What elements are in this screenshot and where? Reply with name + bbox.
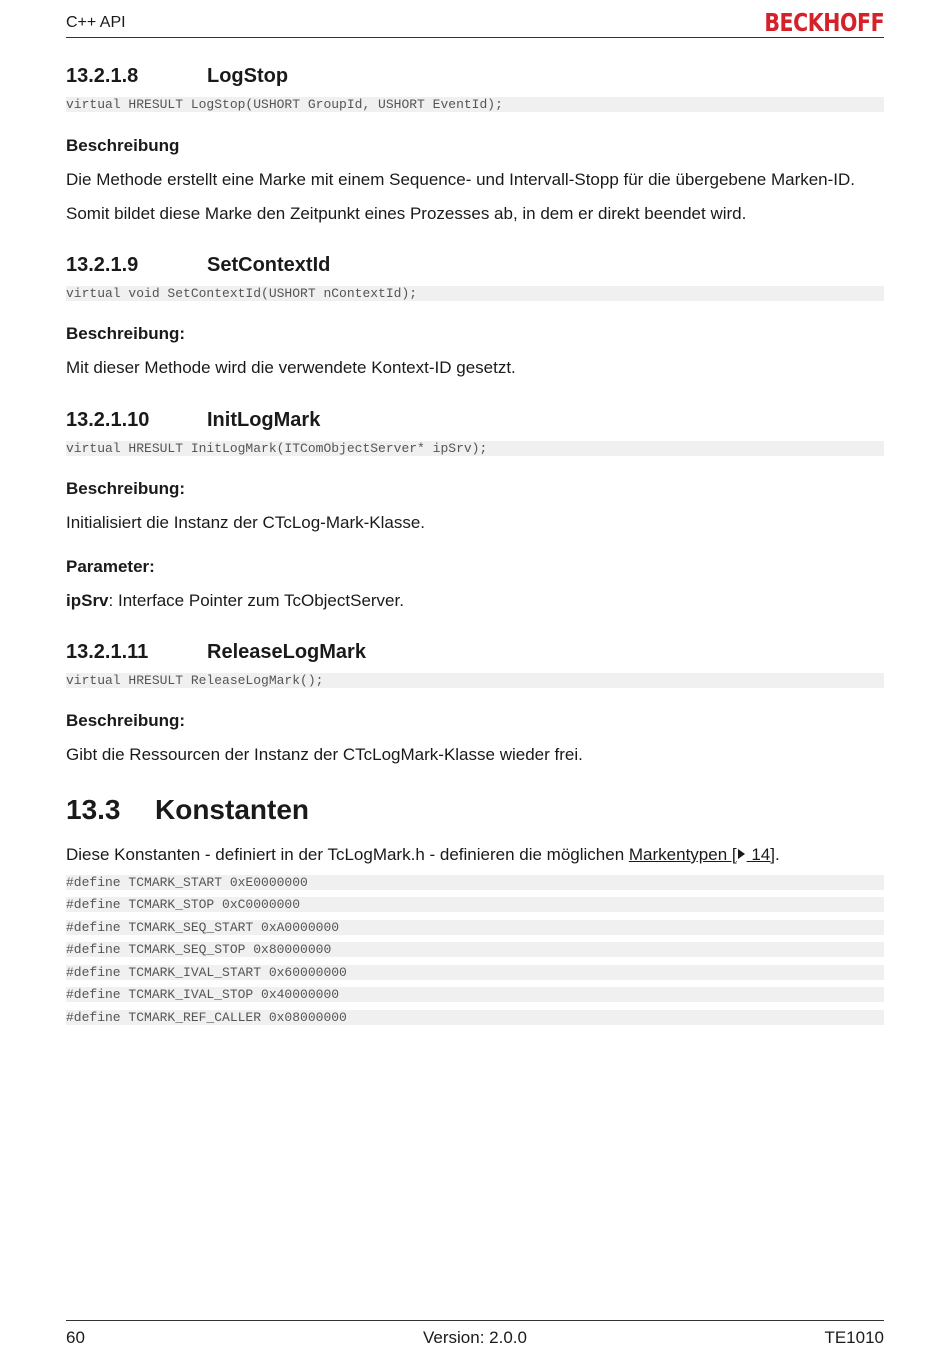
section-number: 13.2.1.11 [66, 641, 149, 663]
section-heading-konstanten [66, 794, 309, 826]
link-page: 14] [746, 845, 775, 864]
description-text: Gibt die Ressourcen der Instanz der CTcLogMark-Klasse wieder frei. [66, 745, 583, 764]
section-number: 13.2.1.8 [66, 65, 139, 87]
define-line: #define TCMARK_REF_CALLER 0x08000000 [66, 1010, 884, 1025]
section-number: 13.2.1.10 [66, 409, 150, 431]
intro-text: Diese Konstanten - definiert in der TcLogMark.h - definieren die möglichen [66, 845, 629, 864]
beckhoff-logo: BECKHOFF [764, 8, 884, 37]
section-title: ReleaseLogMark [207, 641, 366, 663]
parameter-text [66, 591, 404, 611]
section-title: SetContextId [207, 254, 331, 276]
section-heading-initlogmark [66, 409, 320, 432]
parameter-name: ipSrv [66, 591, 109, 610]
define-line: #define TCMARK_STOP 0xC0000000 [66, 897, 884, 912]
define-line: #define TCMARK_IVAL_START 0x60000000 [66, 965, 884, 980]
section-heading-logstop [66, 65, 288, 88]
description-text: Initialisiert die Instanz der CTcLog-Mark-Klasse. [66, 513, 426, 532]
link-text: Markentypen [ [628, 845, 737, 864]
section-number: 13.3 [66, 794, 121, 825]
section-title: InitLogMark [207, 409, 321, 431]
document-id: TE1010 [824, 1328, 884, 1347]
description-label: Beschreibung: [66, 324, 186, 343]
define-line: #define TCMARK_START 0xE0000000 [66, 875, 884, 890]
description-label: Beschreibung: [66, 479, 186, 498]
code-releaselogmark: virtual HRESULT ReleaseLogMark(); [66, 673, 884, 688]
section-heading-releaselogmark [66, 641, 366, 664]
define-line: #define TCMARK_IVAL_STOP 0x40000000 [66, 987, 884, 1002]
page-arrow-icon [738, 849, 745, 859]
code-setcontextid: virtual void SetContextId(USHORT nContextId); [66, 286, 884, 301]
description-label: Beschreibung: [66, 711, 186, 730]
description-text: Somit bildet diese Marke den Zeitpunkt eines Prozesses ab, in dem er direkt beendet wird. [66, 204, 747, 223]
markentypen-link[interactable] [629, 845, 775, 864]
section-title: Konstanten [155, 794, 309, 825]
konstanten-intro [66, 845, 780, 865]
header-title: C++ API [66, 14, 126, 31]
section-title: LogStop [207, 65, 289, 87]
section-number: 13.2.1.9 [66, 254, 139, 276]
define-line: #define TCMARK_SEQ_STOP 0x80000000 [66, 942, 884, 957]
code-logstop: virtual HRESULT LogStop(USHORT GroupId, USHORT EventId); [66, 97, 884, 112]
description-text: Die Methode erstellt eine Marke mit einem Sequence- und Intervall-Stopp für die übergebene Marken-ID. [66, 170, 856, 189]
define-line: #define TCMARK_SEQ_START 0xA0000000 [66, 920, 884, 935]
page-footer [66, 1320, 884, 1351]
section-heading-setcontextid [66, 254, 330, 277]
page-header [66, 8, 884, 38]
description-label: Beschreibung [66, 136, 180, 155]
description-text: Mit dieser Methode wird die verwendete Kontext-ID gesetzt. [66, 358, 516, 377]
parameter-description: : Interface Pointer zum TcObjectServer. [108, 591, 404, 610]
version: Version: 2.0.0 [423, 1328, 527, 1347]
intro-end: . [774, 845, 780, 864]
code-initlogmark: virtual HRESULT InitLogMark(ITComObjectServer* ipSrv); [66, 441, 884, 456]
parameter-label: Parameter: [66, 557, 155, 576]
page-number: 60 [66, 1328, 85, 1347]
